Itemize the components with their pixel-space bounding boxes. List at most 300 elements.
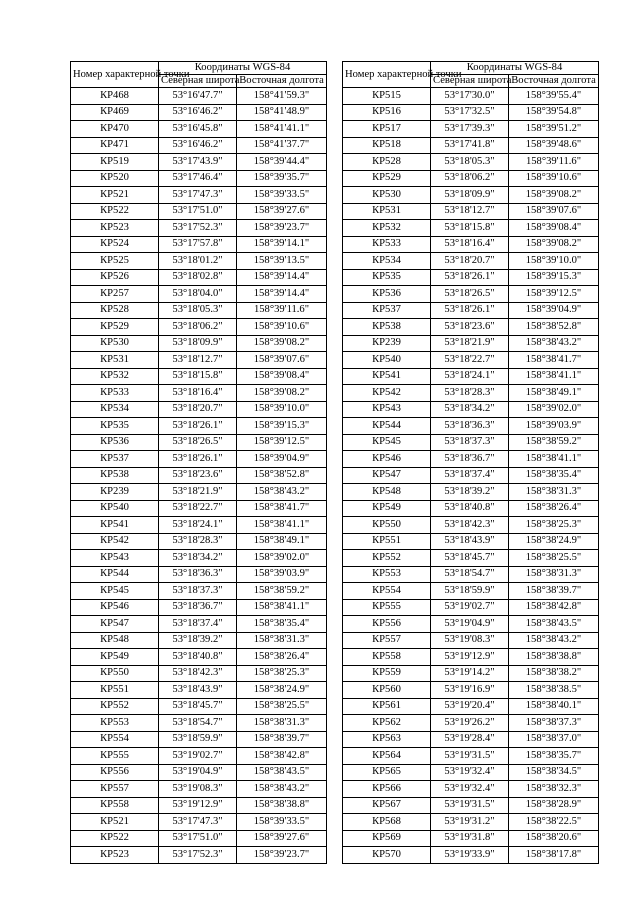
table-body-left	[71, 88, 327, 864]
table-row	[71, 154, 327, 171]
longitude-cell: 158°39'10.0"	[237, 401, 327, 418]
longitude-cell: 158°38'24.9"	[237, 682, 327, 699]
longitude-cell: 158°38'38.2"	[509, 665, 599, 682]
latitude-cell: 53°18'45.7"	[431, 550, 509, 567]
latitude-cell: 53°18'39.2"	[159, 632, 237, 649]
table-row	[71, 319, 327, 336]
longitude-cell: 158°41'41.1"	[237, 121, 327, 138]
latitude-cell: 53°18'42.3"	[431, 517, 509, 534]
table-row	[71, 401, 327, 418]
longitude-cell: 158°39'27.6"	[237, 203, 327, 220]
point-id-cell: КР566	[343, 781, 431, 798]
table-row	[343, 368, 599, 385]
longitude-cell: 158°38'42.8"	[509, 599, 599, 616]
point-id-cell: КР521	[71, 187, 159, 204]
point-id-cell: КР469	[71, 104, 159, 121]
point-id-cell: КР528	[343, 154, 431, 171]
point-id-cell: КР556	[343, 616, 431, 633]
latitude-cell: 53°18'06.2"	[159, 319, 237, 336]
table-row	[343, 517, 599, 534]
point-id-cell: КР559	[343, 665, 431, 682]
longitude-cell: 158°38'38.5"	[509, 682, 599, 699]
point-id-cell: КР555	[343, 599, 431, 616]
latitude-cell: 53°18'16.4"	[159, 385, 237, 402]
table-row	[71, 451, 327, 468]
longitude-cell: 158°39'23.7"	[237, 220, 327, 237]
latitude-cell: 53°18'15.8"	[431, 220, 509, 237]
point-id-cell: КР531	[343, 203, 431, 220]
point-id-cell: КР554	[343, 583, 431, 600]
latitude-cell: 53°18'20.7"	[431, 253, 509, 270]
table-row	[71, 698, 327, 715]
point-id-cell: КР563	[343, 731, 431, 748]
latitude-cell: 53°18'02.8"	[159, 269, 237, 286]
latitude-cell: 53°19'02.7"	[431, 599, 509, 616]
table-row	[343, 599, 599, 616]
longitude-cell: 158°39'10.6"	[237, 319, 327, 336]
table-row	[71, 170, 327, 187]
latitude-cell: 53°17'46.4"	[159, 170, 237, 187]
longitude-cell: 158°38'39.7"	[237, 731, 327, 748]
header-east-longitude: Восточная долгота	[237, 75, 327, 88]
longitude-cell: 158°38'20.6"	[509, 830, 599, 847]
table-row	[343, 170, 599, 187]
table-row	[71, 814, 327, 831]
header-north-latitude: Северная широта	[159, 75, 237, 88]
point-id-cell: КР545	[343, 434, 431, 451]
point-id-cell: КР239	[71, 484, 159, 501]
point-id-cell: КР529	[343, 170, 431, 187]
latitude-cell: 53°18'26.5"	[431, 286, 509, 303]
latitude-cell: 53°18'37.3"	[431, 434, 509, 451]
table-row	[343, 698, 599, 715]
latitude-cell: 53°18'22.7"	[159, 500, 237, 517]
latitude-cell: 53°18'24.1"	[159, 517, 237, 534]
longitude-cell: 158°38'32.3"	[509, 781, 599, 798]
table-row	[71, 632, 327, 649]
point-id-cell: КР519	[71, 154, 159, 171]
point-id-cell: КР516	[343, 104, 431, 121]
longitude-cell: 158°38'31.3"	[509, 566, 599, 583]
point-id-cell: КР532	[343, 220, 431, 237]
longitude-cell: 158°39'08.2"	[509, 187, 599, 204]
table-row	[71, 467, 327, 484]
table-row	[343, 269, 599, 286]
longitude-cell: 158°38'52.8"	[237, 467, 327, 484]
point-id-cell: КР568	[343, 814, 431, 831]
latitude-cell: 53°17'30.0"	[431, 88, 509, 105]
point-id-cell: КР570	[343, 847, 431, 864]
latitude-cell: 53°19'31.5"	[431, 748, 509, 765]
point-id-cell: КР515	[343, 88, 431, 105]
point-id-cell: КР560	[343, 682, 431, 699]
latitude-cell: 53°18'09.9"	[431, 187, 509, 204]
longitude-cell: 158°41'59.3"	[237, 88, 327, 105]
latitude-cell: 53°18'34.2"	[159, 550, 237, 567]
point-id-cell: КР470	[71, 121, 159, 138]
table-row	[343, 352, 599, 369]
longitude-cell: 158°39'33.5"	[237, 187, 327, 204]
longitude-cell: 158°38'42.8"	[237, 748, 327, 765]
point-id-cell: КР565	[343, 764, 431, 781]
latitude-cell: 53°19'08.3"	[159, 781, 237, 798]
longitude-cell: 158°41'37.7"	[237, 137, 327, 154]
point-id-cell: КР558	[71, 797, 159, 814]
table-row	[343, 748, 599, 765]
point-id-cell: КР534	[343, 253, 431, 270]
point-id-cell: КР557	[71, 781, 159, 798]
longitude-cell: 158°38'31.3"	[237, 715, 327, 732]
table-row	[343, 550, 599, 567]
longitude-cell: 158°38'40.1"	[509, 698, 599, 715]
longitude-cell: 158°38'41.1"	[509, 451, 599, 468]
longitude-cell: 158°38'37.0"	[509, 731, 599, 748]
point-id-cell: КР562	[343, 715, 431, 732]
table-row	[343, 418, 599, 435]
longitude-cell: 158°39'08.4"	[237, 368, 327, 385]
longitude-cell: 158°39'51.2"	[509, 121, 599, 138]
table-body-right	[343, 88, 599, 864]
longitude-cell: 158°39'02.0"	[509, 401, 599, 418]
latitude-cell: 53°19'20.4"	[431, 698, 509, 715]
table-row	[343, 632, 599, 649]
longitude-cell: 158°38'43.2"	[237, 781, 327, 798]
table-row	[71, 484, 327, 501]
latitude-cell: 53°16'46.2"	[159, 137, 237, 154]
table-row	[343, 104, 599, 121]
table-row	[343, 583, 599, 600]
point-id-cell: КР567	[343, 797, 431, 814]
longitude-cell: 158°39'44.4"	[237, 154, 327, 171]
table-row	[71, 616, 327, 633]
table-row	[343, 484, 599, 501]
table-row	[71, 517, 327, 534]
longitude-cell: 158°38'41.1"	[237, 517, 327, 534]
latitude-cell: 53°18'22.7"	[431, 352, 509, 369]
latitude-cell: 53°17'43.9"	[159, 154, 237, 171]
point-id-cell: КР547	[71, 616, 159, 633]
point-id-cell: КР535	[71, 418, 159, 435]
latitude-cell: 53°17'39.3"	[431, 121, 509, 138]
point-id-cell: КР549	[71, 649, 159, 666]
point-id-cell: КР569	[343, 830, 431, 847]
longitude-cell: 158°39'10.0"	[509, 253, 599, 270]
table-row	[343, 533, 599, 550]
latitude-cell: 53°19'12.9"	[431, 649, 509, 666]
latitude-cell: 53°18'37.3"	[159, 583, 237, 600]
table-row	[71, 797, 327, 814]
point-id-cell: КР552	[343, 550, 431, 567]
longitude-cell: 158°38'41.1"	[509, 368, 599, 385]
longitude-cell: 158°39'10.6"	[509, 170, 599, 187]
latitude-cell: 53°18'26.1"	[431, 302, 509, 319]
point-id-cell: КР239	[343, 335, 431, 352]
point-id-cell: КР545	[71, 583, 159, 600]
table-row	[343, 665, 599, 682]
point-id-cell: КР550	[71, 665, 159, 682]
point-id-cell: КР556	[71, 764, 159, 781]
table-row	[71, 599, 327, 616]
latitude-cell: 53°18'26.5"	[159, 434, 237, 451]
point-id-cell: КР522	[71, 830, 159, 847]
longitude-cell: 158°39'54.8"	[509, 104, 599, 121]
point-id-cell: КР532	[71, 368, 159, 385]
header-coordinates: Координаты WGS-84	[159, 62, 327, 75]
table-row	[343, 814, 599, 831]
table-row	[71, 220, 327, 237]
latitude-cell: 53°19'04.9"	[431, 616, 509, 633]
point-id-cell: КР544	[343, 418, 431, 435]
point-id-cell: КР548	[71, 632, 159, 649]
point-id-cell: КР552	[71, 698, 159, 715]
latitude-cell: 53°17'57.8"	[159, 236, 237, 253]
latitude-cell: 53°18'01.2"	[159, 253, 237, 270]
latitude-cell: 53°18'15.8"	[159, 368, 237, 385]
table-row	[343, 203, 599, 220]
table-row	[343, 451, 599, 468]
table-row	[343, 121, 599, 138]
point-id-cell: КР530	[71, 335, 159, 352]
latitude-cell: 53°18'26.1"	[159, 451, 237, 468]
point-id-cell: КР550	[343, 517, 431, 534]
point-id-cell: КР558	[343, 649, 431, 666]
longitude-cell: 158°38'26.4"	[509, 500, 599, 517]
table-row	[343, 616, 599, 633]
table-row	[71, 649, 327, 666]
latitude-cell: 53°18'43.9"	[159, 682, 237, 699]
header-point-number: Номер характерной точки	[343, 62, 431, 88]
longitude-cell: 158°38'43.2"	[509, 632, 599, 649]
table-row	[71, 121, 327, 138]
longitude-cell: 158°39'02.0"	[237, 550, 327, 567]
table-row	[343, 764, 599, 781]
longitude-cell: 158°38'34.5"	[509, 764, 599, 781]
point-id-cell: КР468	[71, 88, 159, 105]
latitude-cell: 53°19'04.9"	[159, 764, 237, 781]
latitude-cell: 53°17'52.3"	[159, 220, 237, 237]
latitude-cell: 53°16'46.2"	[159, 104, 237, 121]
table-row	[343, 847, 599, 864]
point-id-cell: КР561	[343, 698, 431, 715]
table-row	[343, 236, 599, 253]
longitude-cell: 158°38'38.8"	[509, 649, 599, 666]
point-id-cell: КР553	[71, 715, 159, 732]
point-id-cell: КР546	[71, 599, 159, 616]
point-id-cell: КР543	[71, 550, 159, 567]
table-row	[71, 566, 327, 583]
table-row	[71, 500, 327, 517]
latitude-cell: 53°18'34.2"	[431, 401, 509, 418]
point-id-cell: КР554	[71, 731, 159, 748]
longitude-cell: 158°39'08.2"	[237, 335, 327, 352]
table-row	[343, 220, 599, 237]
coordinates-table-right	[342, 61, 599, 864]
table-row	[71, 715, 327, 732]
point-id-cell: КР534	[71, 401, 159, 418]
header-coordinates: Координаты WGS-84	[431, 62, 599, 75]
latitude-cell: 53°18'36.3"	[159, 566, 237, 583]
table-row	[343, 566, 599, 583]
latitude-cell: 53°19'32.4"	[431, 764, 509, 781]
point-id-cell: КР471	[71, 137, 159, 154]
point-id-cell: КР523	[71, 847, 159, 864]
point-id-cell: КР535	[343, 269, 431, 286]
latitude-cell: 53°18'40.8"	[431, 500, 509, 517]
table-row	[343, 830, 599, 847]
longitude-cell: 158°38'25.3"	[509, 517, 599, 534]
latitude-cell: 53°18'09.9"	[159, 335, 237, 352]
table-row	[71, 533, 327, 550]
point-id-cell: КР548	[343, 484, 431, 501]
point-id-cell: КР524	[71, 236, 159, 253]
longitude-cell: 158°38'35.7"	[509, 748, 599, 765]
latitude-cell: 53°16'45.8"	[159, 121, 237, 138]
table-row	[343, 715, 599, 732]
longitude-cell: 158°38'41.1"	[237, 599, 327, 616]
latitude-cell: 53°18'26.1"	[159, 418, 237, 435]
point-id-cell: КР536	[343, 286, 431, 303]
table-row	[71, 137, 327, 154]
latitude-cell: 53°18'04.0"	[159, 286, 237, 303]
point-id-cell: КР531	[71, 352, 159, 369]
point-id-cell: КР549	[343, 500, 431, 517]
longitude-cell: 158°39'15.3"	[509, 269, 599, 286]
latitude-cell: 53°18'21.9"	[159, 484, 237, 501]
longitude-cell: 158°39'08.2"	[509, 236, 599, 253]
longitude-cell: 158°39'08.2"	[237, 385, 327, 402]
point-id-cell: КР564	[343, 748, 431, 765]
longitude-cell: 158°39'07.6"	[237, 352, 327, 369]
point-id-cell: КР517	[343, 121, 431, 138]
longitude-cell: 158°39'14.4"	[237, 286, 327, 303]
latitude-cell: 53°17'32.5"	[431, 104, 509, 121]
point-id-cell: КР543	[343, 401, 431, 418]
point-id-cell: КР546	[343, 451, 431, 468]
latitude-cell: 53°18'36.7"	[431, 451, 509, 468]
latitude-cell: 53°18'36.7"	[159, 599, 237, 616]
point-id-cell: КР520	[71, 170, 159, 187]
table-row	[71, 665, 327, 682]
header-east-longitude: Восточная долгота	[509, 75, 599, 88]
latitude-cell: 53°18'59.9"	[159, 731, 237, 748]
table-row	[343, 401, 599, 418]
table-row	[71, 104, 327, 121]
header-north-latitude: Северная широта	[431, 75, 509, 88]
table-row	[343, 286, 599, 303]
latitude-cell: 53°18'54.7"	[431, 566, 509, 583]
longitude-cell: 158°39'12.5"	[237, 434, 327, 451]
latitude-cell: 53°19'33.9"	[431, 847, 509, 864]
latitude-cell: 53°19'32.4"	[431, 781, 509, 798]
table-row	[343, 302, 599, 319]
point-id-cell: КР551	[343, 533, 431, 550]
longitude-cell: 158°38'17.8"	[509, 847, 599, 864]
longitude-cell: 158°38'35.4"	[237, 616, 327, 633]
longitude-cell: 158°39'04.9"	[237, 451, 327, 468]
latitude-cell: 53°18'43.9"	[431, 533, 509, 550]
longitude-cell: 158°38'41.7"	[509, 352, 599, 369]
latitude-cell: 53°18'59.9"	[431, 583, 509, 600]
latitude-cell: 53°17'47.3"	[159, 814, 237, 831]
point-id-cell: КР553	[343, 566, 431, 583]
table-row	[343, 467, 599, 484]
longitude-cell: 158°39'14.4"	[237, 269, 327, 286]
point-id-cell: КР521	[71, 814, 159, 831]
header-point-number: Номер характерной точки	[71, 62, 159, 88]
table-row	[71, 731, 327, 748]
longitude-cell: 158°38'28.9"	[509, 797, 599, 814]
longitude-cell: 158°39'08.4"	[509, 220, 599, 237]
latitude-cell: 53°18'24.1"	[431, 368, 509, 385]
latitude-cell: 53°18'06.2"	[431, 170, 509, 187]
latitude-cell: 53°18'36.3"	[431, 418, 509, 435]
longitude-cell: 158°38'59.2"	[509, 434, 599, 451]
table-row	[71, 302, 327, 319]
point-id-cell: КР538	[71, 467, 159, 484]
latitude-cell: 53°18'39.2"	[431, 484, 509, 501]
table-row	[71, 269, 327, 286]
table-row	[71, 847, 327, 864]
longitude-cell: 158°38'26.4"	[237, 649, 327, 666]
table-row	[343, 649, 599, 666]
latitude-cell: 53°18'54.7"	[159, 715, 237, 732]
table-row	[343, 682, 599, 699]
longitude-cell: 158°39'23.7"	[237, 847, 327, 864]
longitude-cell: 158°38'25.5"	[237, 698, 327, 715]
table-row	[71, 286, 327, 303]
latitude-cell: 53°18'12.7"	[159, 352, 237, 369]
table-row	[343, 731, 599, 748]
table-row	[343, 253, 599, 270]
latitude-cell: 53°18'23.6"	[159, 467, 237, 484]
point-id-cell: КР530	[343, 187, 431, 204]
longitude-cell: 158°39'15.3"	[237, 418, 327, 435]
longitude-cell: 158°38'41.7"	[237, 500, 327, 517]
latitude-cell: 53°19'31.5"	[431, 797, 509, 814]
latitude-cell: 53°16'47.7"	[159, 88, 237, 105]
longitude-cell: 158°39'13.5"	[237, 253, 327, 270]
point-id-cell: КР533	[71, 385, 159, 402]
table-row	[343, 797, 599, 814]
longitude-cell: 158°38'49.1"	[237, 533, 327, 550]
point-id-cell: КР529	[71, 319, 159, 336]
table-row	[343, 335, 599, 352]
longitude-cell: 158°39'48.6"	[509, 137, 599, 154]
longitude-cell: 158°38'22.5"	[509, 814, 599, 831]
point-id-cell: КР541	[71, 517, 159, 534]
table-row	[71, 764, 327, 781]
longitude-cell: 158°38'49.1"	[509, 385, 599, 402]
latitude-cell: 53°18'42.3"	[159, 665, 237, 682]
table-row	[71, 253, 327, 270]
latitude-cell: 53°17'51.0"	[159, 830, 237, 847]
longitude-cell: 158°38'38.8"	[237, 797, 327, 814]
longitude-cell: 158°39'11.6"	[237, 302, 327, 319]
longitude-cell: 158°38'37.3"	[509, 715, 599, 732]
table-row	[343, 319, 599, 336]
longitude-cell: 158°41'48.9"	[237, 104, 327, 121]
table-row	[71, 781, 327, 798]
point-id-cell: КР526	[71, 269, 159, 286]
table-row	[343, 137, 599, 154]
latitude-cell: 53°19'12.9"	[159, 797, 237, 814]
latitude-cell: 53°19'31.8"	[431, 830, 509, 847]
point-id-cell: КР528	[71, 302, 159, 319]
point-id-cell: КР537	[71, 451, 159, 468]
point-id-cell: КР540	[343, 352, 431, 369]
latitude-cell: 53°18'16.4"	[431, 236, 509, 253]
longitude-cell: 158°38'43.2"	[237, 484, 327, 501]
